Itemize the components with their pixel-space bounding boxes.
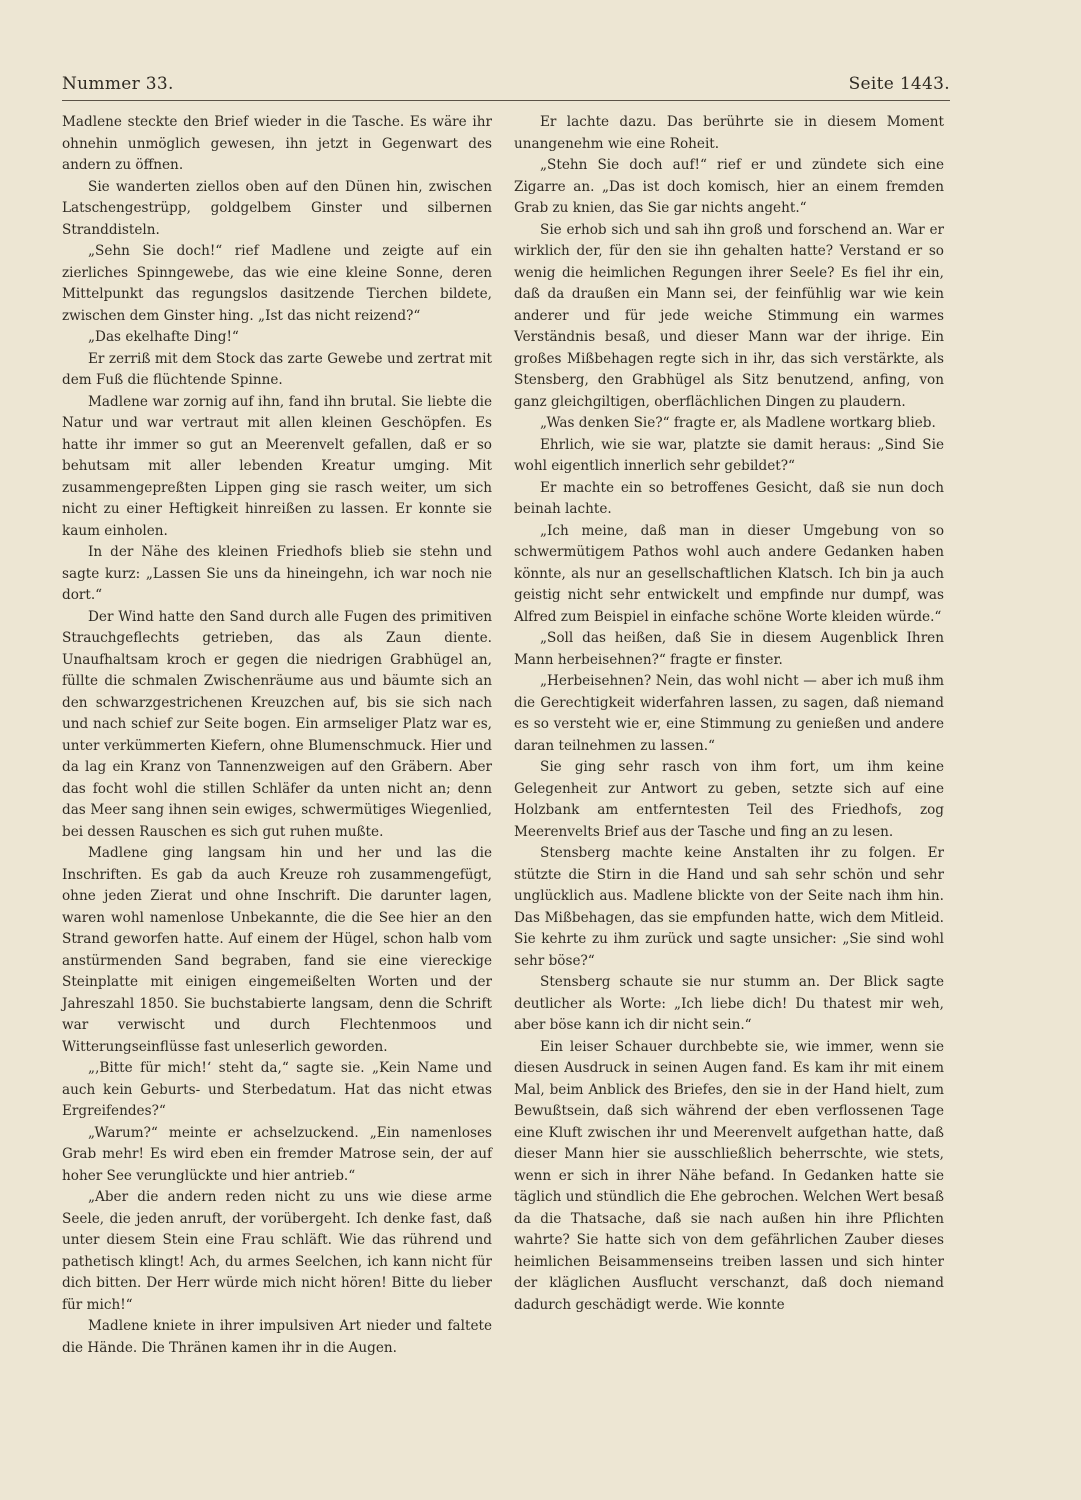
paragraph: Sie wanderten ziellos oben auf den Dünen hin, zwischen Latschengestrüpp, goldgelbem Ginster und silbernen Stranddisteln. <box>62 178 492 238</box>
paragraph: Madlene steckte den Brief wieder in die Tasche. Es wäre ihr ohnehin unmöglich gewesen, ihn jetzt in Gegenwart des andern zu öffnen. <box>62 114 492 173</box>
paragraph: „Sehn Sie doch!“ rief Madlene und zeigte auf ein zierliches Spinngewebe, das wie eine kleine Sonne, deren Mittelpunkt das regungslos dasitzende Tierchen bildete, zwischen dem Ginster hing. „Ist das nicht reizend?“ <box>62 243 492 324</box>
paragraph: „Das ekelhafte Ding!“ <box>88 329 239 345</box>
paragraph: „Warum?“ meinte er achselzuckend. „Ein namenloses Grab mehr! Es wird eben ein fremder Matrose sein, der auf hoher See verunglückte und hier antrieb.“ <box>62 1124 492 1184</box>
paragraph: „‚Bitte für mich!‘ steht da,“ sagte sie. „Kein Name und auch kein Geburts- und Sterbedatum. Hat das nicht etwas Ergreifendes?“ <box>62 1060 492 1119</box>
paragraph: Ehrlich, wie sie war, platzte sie damit heraus: „Sind Sie wohl eigentlich innerlich sehr gebildet?“ <box>514 436 944 474</box>
paragraph: „Stehn Sie doch auf!“ rief er und zündete sich eine Zigarre an. „Das ist doch komisch, hier an einem fremden Grab zu knien, das Sie gar nichts angeht.“ <box>514 157 944 216</box>
paragraph: Er machte ein so betroffenes Gesicht, daß sie nun doch beinah lachte. <box>514 479 944 517</box>
paragraph: „Was denken Sie?“ fragte er, als Madlene wortkarg blieb. <box>540 415 936 431</box>
paragraph: Er zerriß mit dem Stock das zarte Gewebe und zertrat mit dem Fuß die flüchtende Spinne. <box>62 350 492 388</box>
page-number: Seite 1443. <box>848 74 950 94</box>
paragraph: Sie ging sehr rasch von ihm fort, um ihm keine Gelegenheit zur Antwort zu geben, setzte sich auf eine Holzbank am entferntesten Teil des Friedhofs, zog Meerenvelts Brief aus der Tasche und fing an zu lesen. <box>514 759 944 840</box>
paragraph: „Soll das heißen, daß Sie in diesem Augenblick Ihren Mann herbeisehnen?“ fragte er finster. <box>514 630 944 668</box>
paragraph: Ein leiser Schauer durchbebte sie, wie immer, wenn sie diesen Ausdruck in seinen Augen fand. Es kam ihr mit einem Mal, beim Anblick des Briefes, den sie in der Hand hielt, zum Bewußtsein, daß sich während der eben verflossenen Tage eine Kluft zwischen ihr und Meerenvelt aufgethan hatte, daß dieser Mann hier sie ausschließlich beherrschte, wie stets, wenn er sich in ihrer Nähe befand. In Gedanken hatte sie täglich und stündlich die Ehe gebrochen. Welchen Wert besaß da die Thatsache, daß sie nach außen hin ihre Pflichten wahrte? Sie hatte sich von dem gefährlichen Zauber dieses heimlichen Beisammenseins treiben lassen und sich hinter der kläglichen Ausflucht verschanzt, daß doch niemand dadurch geschädigt werde. Wie konnte <box>514 1038 944 1313</box>
left-column <box>62 112 492 1359</box>
paragraph: Der Wind hatte den Sand durch alle Fugen des primitiven Strauchgeflechts getrieben, das als Zaun diente. Unaufhaltsam kroch er gegen die niedrigen Grabhügel an, füllte die schmalen Zwischenräume aus und bäumte sich an den schwarzgestrichenen Kreuzchen auf, bis sie sich nach und nach schief zur Seite bogen. Ein armseliger Platz war es, unter verkümmerten Kiefern, ohne Blumenschmuck. Hier und da lag ein Kranz von Tannenzweigen auf den Gräbern. Aber das focht wohl die stillen Schläfer da unten nicht an; denn das Meer sang ihnen sein ewiges, schwermütiges Wiegenlied, bei dessen Rauschen es sich gut ruhen mußte. <box>62 608 492 840</box>
issue-number: Nummer 33. <box>62 74 174 94</box>
paragraph: Stensberg machte keine Anstalten ihr zu folgen. Er stützte die Stirn in die Hand und sah sehr schön und sehr unglücklich aus. Madlene blickte von der Seite nach ihm hin. Das Mißbehagen, das sie empfunden hatte, wich dem Mitleid. Sie kehrte zu ihm zurück und sagte unsicher: „Sie sind wohl sehr böse?“ <box>514 845 944 969</box>
paragraph: Stensberg schaute sie nur stumm an. Der Blick sagte deutlicher als Worte: „Ich liebe dich! Du thatest mir weh, aber böse kann ich dir nicht sein.“ <box>514 974 944 1033</box>
right-column <box>514 112 944 1316</box>
paragraph: „Ich meine, daß man in dieser Umgebung von so schwermütigem Pathos wohl auch andere Gedanken haben könnte, als nur an gesellschaftlichen Klatsch. Ich bin ja auch geistig nicht sehr entwickelt und empfinde nur dumpf, was Alfred zum Beispiel in einfache schöne Worte kleiden würde.“ <box>514 522 944 625</box>
paragraph: Er lachte dazu. Das berührte sie in diesem Moment unangenehm wie eine Roheit. <box>514 114 944 152</box>
paragraph: „Aber die andern reden nicht zu uns wie diese arme Seele, die jeden anruft, der vorübergeht. Ich denke fast, daß unter diesem Stein eine Frau schläft. Wie das rührend und pathetisch klingt! Ach, du armes Seelchen, ich kann nicht für dich bitten. Der Herr würde mich nicht hören! Bitte du lieber für mich!“ <box>62 1189 492 1313</box>
paragraph: Madlene kniete in ihrer impulsiven Art nieder und faltete die Hände. Die Thränen kamen ihr in die Augen. <box>62 1318 492 1356</box>
paragraph: Madlene ging langsam hin und her und las die Inschriften. Es gab da auch Kreuze roh zusammengefügt, ohne jeden Zierat und ohne Inschrift. Die darunter lagen, waren wohl namenlose Unbekannte, die die See hier an den Strand geworfen hatte. Auf einem der Hügel, schon halb vom anstürmenden Sand begraben, fand sie eine viereckige Steinplatte mit einigen eingemeißelten Worten und der Jahreszahl 1850. Sie buchstabierte langsam, denn die Schrift war verwischt und durch Flechtenmoos und Witterungseinflüsse fast unleserlich geworden. <box>62 845 492 1055</box>
paragraph: Sie erhob sich und sah ihn groß und forschend an. War er wirklich der, für den sie ihn gehalten hatte? Verstand er so wenig die heimlichen Regungen ihrer Seele? Es fiel ihr ein, daß da draußen ein Mann sei, der feinfühlig war wie kein anderer und für jede weiche Stimmung ein warmes Verständnis besaß, und dieser Mann war der ihrige. Ein großes Mißbehagen regte sich in ihr, das sich verstärkte, als Stensberg, den Grabhügel als Sitz benutzend, anfing, von ganz gleichgiltigen, oberflächlichen Dingen zu plaudern. <box>514 221 944 410</box>
page-header <box>62 72 950 101</box>
paragraph: „Herbeisehnen? Nein, das wohl nicht — aber ich muß ihm die Gerechtigkeit widerfahren lassen, zu sagen, daß niemand es so versteht wie er, eine Stimmung zu genießen und andere daran teilnehmen zu lassen.“ <box>514 673 944 754</box>
paragraph: In der Nähe des kleinen Friedhofs blieb sie stehn und sagte kurz: „Lassen Sie uns da hineingehn, ich war noch nie dort.“ <box>62 544 492 603</box>
paragraph: Madlene war zornig auf ihn, fand ihn brutal. Sie liebte die Natur und war vertraut mit allen kleinen Geschöpfen. Es hatte ihr immer so gut an Meerenvelt gefallen, daß er so behutsam mit aller lebenden Kreatur umging. Mit zusammengepreßten Lippen ging sie rasch weiter, um sich nicht zu einer Heftigkeit hinreißen zu lassen. Er konnte sie kaum einholen. <box>62 393 492 539</box>
